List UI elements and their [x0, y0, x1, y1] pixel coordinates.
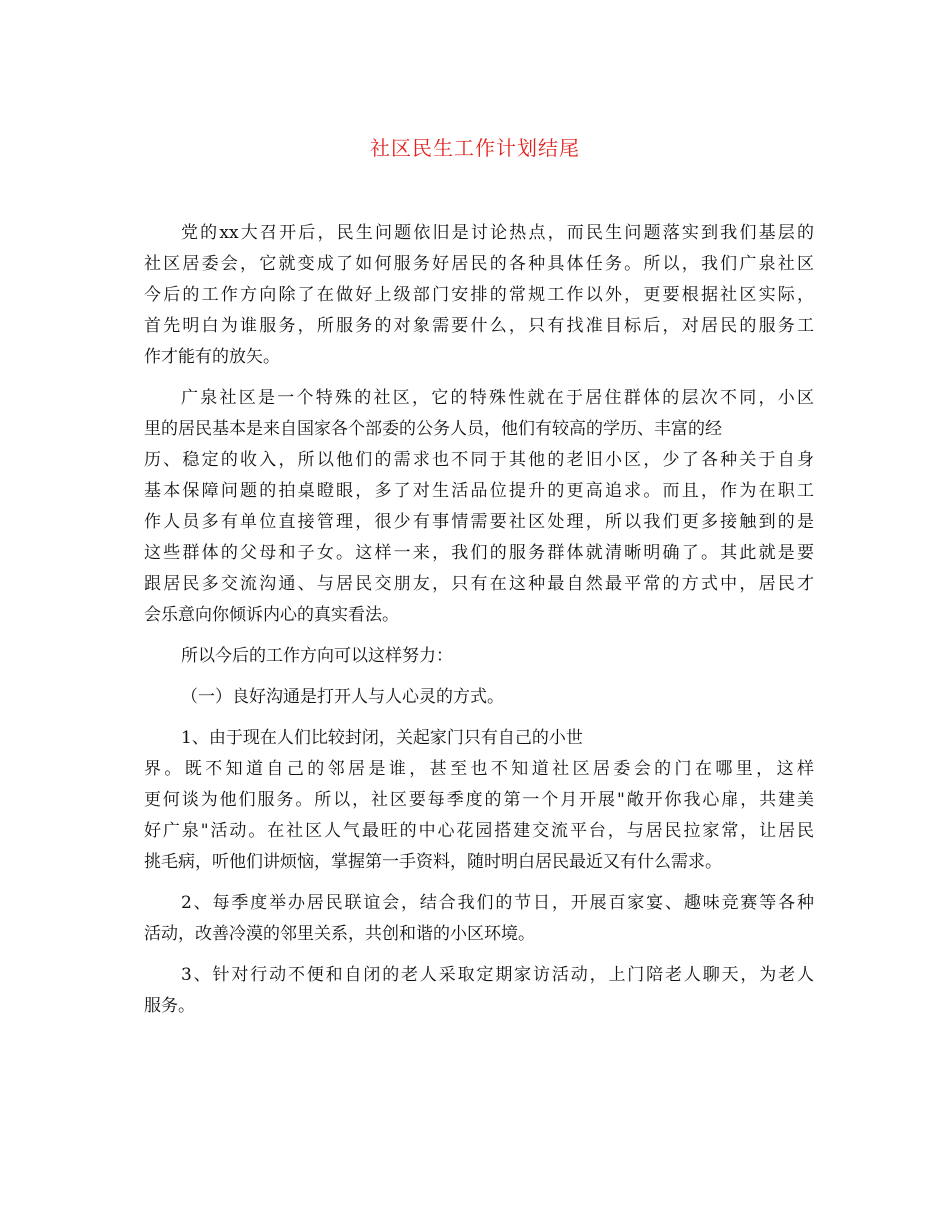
text-line: 会乐意向你倾诉内心的真实看法。	[144, 605, 399, 625]
text-line: 这些群体的父母和子女。这样一来，我们的服务群体就清晰明确了。其此就是要	[144, 543, 814, 563]
text-line: 跟居民多交流沟通、与居民交朋友，只有在这种最自然最平常的方式中，居民才	[144, 574, 814, 594]
text-line: 广泉社区是一个特殊的社区，它的特殊性就在于居住群体的层次不同，小区	[181, 388, 814, 408]
text-line: 界。既不知道自己的邻居是谁，甚至也不知道社区居委会的门在哪里，这样	[144, 759, 814, 779]
text-line: 社区居委会，它就变成了如何服务好居民的各种具体任务。所以，我们广泉社区	[144, 254, 814, 274]
section-heading: （一）良好沟通是打开人与人心灵的方式。	[181, 687, 504, 707]
text-line: 今后的工作方向除了在做好上级部门安排的常规工作以外，更要根据社区实际，	[144, 285, 814, 305]
document-body	[144, 218, 814, 1022]
paragraph	[144, 641, 814, 672]
text-line: 更何谈为他们服务。所以，社区要每季度的第一个月开展"敞开你我心扉，共建美	[144, 790, 814, 810]
text-line: 活动，改善冷漠的邻里关系，共创和谐的小区环境。	[144, 924, 535, 944]
text-line: 好广泉"活动。在社区人气最旺的中心花园搭建交流平台，与居民拉家常，让居民	[144, 821, 814, 841]
text-line: 2、每季度举办居民联谊会，结合我们的节日，开展百家宴、趣味竞赛等各种	[181, 893, 814, 913]
paragraph	[144, 723, 814, 878]
text-line: 里的居民基本是来自国家各个部委的公务人员，他们有较高的学历、丰富的经	[144, 419, 722, 439]
paragraph	[144, 218, 814, 373]
text-line: 基本保障问题的拍桌瞪眼，多了对生活品位提升的更高追求。而且，作为在职工	[144, 481, 814, 501]
paragraph	[144, 888, 814, 950]
text-line: 3、针对行动不便和自闭的老人采取定期家访活动，上门陪老人聊天，为老人	[181, 965, 814, 985]
text-line: 作人员多有单位直接管理，很少有事情需要社区处理，所以我们更多接触到的是	[144, 512, 814, 532]
paragraph	[144, 383, 814, 631]
text-line: 挑毛病，听他们讲烦恼，掌握第一手资料，随时明白居民最近又有什么需求。	[144, 852, 722, 872]
text-line: 党的xx大召开后，民生问题依旧是讨论热点，而民生问题落实到我们基层的	[181, 223, 814, 243]
text-line: 历、稳定的收入，所以他们的需求也不同于其他的老旧小区，少了各种关于自身	[144, 450, 814, 470]
text-line: 1、由于现在人们比较封闭，关起家门只有自己的小世	[181, 728, 583, 748]
text-line: 服务。	[144, 996, 195, 1016]
text-line: 首先明白为谁服务，所服务的对象需要什么，只有找准目标后，对居民的服务工	[144, 316, 814, 336]
text-line: 作才能有的放矢。	[144, 347, 280, 367]
paragraph	[144, 682, 814, 713]
text-line: 所以今后的工作方向可以这样努力：	[181, 646, 453, 666]
document-title: 社区民生工作计划结尾	[370, 136, 580, 160]
paragraph	[144, 960, 814, 1022]
